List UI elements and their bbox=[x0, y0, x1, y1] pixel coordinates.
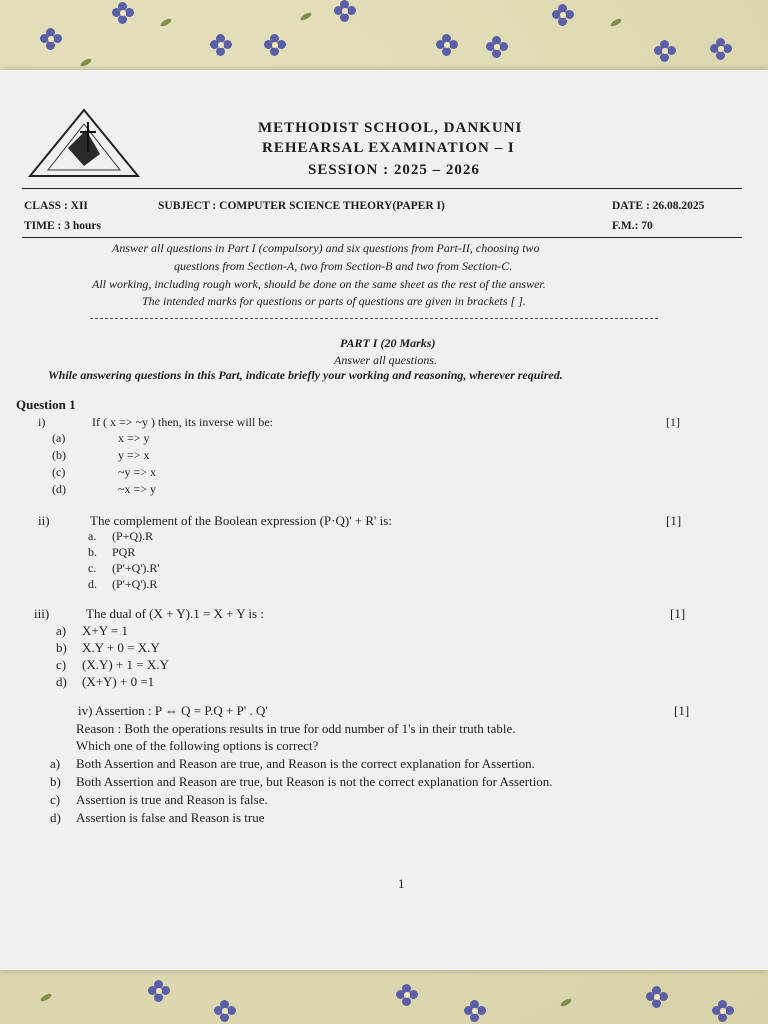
q4-option-text: Assertion is false and Reason is true bbox=[76, 810, 265, 825]
q3-option-label: d) bbox=[56, 674, 67, 689]
q3-option-text: (X+Y) + 0 =1 bbox=[82, 674, 155, 689]
q1-option-label: (a) bbox=[52, 431, 66, 445]
flower-decoration bbox=[148, 980, 170, 1002]
q4-option-label: a) bbox=[50, 756, 61, 771]
full-marks-label: F.M.: 70 bbox=[612, 220, 653, 232]
q4-option-label: c) bbox=[50, 792, 61, 807]
q3-option-text: (X.Y) + 1 = X.Y bbox=[82, 657, 169, 672]
q1-option-label: (c) bbox=[52, 465, 66, 479]
q3-marks: [1] bbox=[670, 606, 686, 621]
header-divider bbox=[22, 188, 742, 189]
q3-option-label: c) bbox=[56, 657, 67, 672]
leaf-decoration bbox=[80, 57, 93, 67]
q4-prompt: Which one of the following options is correct? bbox=[76, 738, 319, 753]
flower-decoration bbox=[646, 986, 668, 1008]
flower-decoration bbox=[486, 36, 508, 58]
flower-decoration bbox=[112, 2, 134, 24]
q4-marks: [1] bbox=[674, 703, 690, 718]
flower-decoration bbox=[712, 1000, 734, 1022]
q1-option-text: y => x bbox=[118, 448, 150, 462]
q3-option-text: X+Y = 1 bbox=[82, 623, 128, 638]
q1-option-text: x => y bbox=[118, 431, 150, 445]
part-note: While answering questions in this Part, indicate briefly your working and reasoning, wherever required. bbox=[48, 368, 563, 382]
q1-number: i) bbox=[38, 415, 46, 429]
meta-divider bbox=[22, 237, 742, 238]
flower-decoration bbox=[552, 4, 574, 26]
school-logo bbox=[28, 108, 140, 178]
flower-decoration bbox=[210, 34, 232, 56]
flower-decoration bbox=[396, 984, 418, 1006]
q2-text: The complement of the Boolean expression (P·Q)' + R' is: bbox=[90, 513, 392, 528]
q4-reason: Reason : Both the operations results in true for odd number of 1's in their truth table. bbox=[76, 721, 516, 736]
q2-marks: [1] bbox=[666, 513, 682, 528]
q2-option-label: d. bbox=[88, 577, 97, 591]
part-subtitle: Answer all questions. bbox=[334, 353, 438, 367]
part-title: PART I (20 Marks) bbox=[340, 336, 436, 350]
flower-decoration bbox=[40, 28, 62, 50]
q1-option-label: (b) bbox=[52, 448, 66, 462]
q1-text: If ( x => ~y ) then, its inverse will be: bbox=[92, 415, 273, 429]
q1-option-text: ~y => x bbox=[118, 465, 157, 479]
instruction-line-1: Answer all questions in Part I (compulsory) and six questions from Part-II, choosing two bbox=[112, 241, 540, 255]
q1-option-text: ~x => y bbox=[118, 482, 157, 496]
q2-option-text: PQR bbox=[112, 545, 136, 559]
q3-number: iii) bbox=[34, 606, 50, 621]
flower-decoration bbox=[436, 34, 458, 56]
q2-option-label: b. bbox=[88, 545, 97, 559]
flower-decoration bbox=[334, 0, 356, 22]
leaf-decoration bbox=[560, 997, 573, 1007]
flower-decoration bbox=[464, 1000, 486, 1022]
subject-label: SUBJECT : COMPUTER SCIENCE THEORY(PAPER I) bbox=[158, 200, 445, 212]
q1-marks: [1] bbox=[666, 415, 680, 429]
q3-option-text: X.Y + 0 = X.Y bbox=[82, 640, 160, 655]
flower-decoration bbox=[710, 38, 732, 60]
class-label: CLASS : XII bbox=[24, 200, 88, 212]
question-title: Question 1 bbox=[16, 397, 76, 412]
q4-option-label: d) bbox=[50, 810, 61, 825]
exam-name: REHEARSAL EXAMINATION – I bbox=[262, 140, 515, 156]
q2-number: ii) bbox=[38, 513, 50, 528]
exam-paper bbox=[0, 70, 768, 970]
q3-text: The dual of (X + Y).1 = X + Y is : bbox=[86, 606, 264, 621]
q3-option-label: a) bbox=[56, 623, 67, 638]
leaf-decoration bbox=[160, 17, 173, 27]
q4-option-text: Both Assertion and Reason are true, but Reason is not the correct explanation for Assertion. bbox=[76, 774, 553, 789]
q4-option-text: Both Assertion and Reason are true, and Reason is the correct explanation for Assertion. bbox=[76, 756, 535, 771]
flower-decoration bbox=[264, 34, 286, 56]
flower-decoration bbox=[654, 40, 676, 62]
school-name: METHODIST SCHOOL, DANKUNI bbox=[258, 120, 523, 136]
instruction-line-3: All working, including rough work, should be done on the same sheet as the rest of the answer. bbox=[92, 277, 546, 291]
instruction-line-2: questions from Section-A, two from Section-B and two from Section-C. bbox=[174, 259, 513, 273]
q2-option-text: (P'+Q').R bbox=[112, 577, 158, 591]
q1-option-label: (d) bbox=[52, 482, 66, 496]
q2-option-text: (P+Q).R bbox=[112, 529, 154, 543]
session: SESSION : 2025 – 2026 bbox=[308, 162, 480, 178]
leaf-decoration bbox=[40, 992, 53, 1002]
q2-option-label: a. bbox=[88, 529, 97, 543]
leaf-decoration bbox=[610, 17, 623, 27]
flower-decoration bbox=[214, 1000, 236, 1022]
q4-option-text: Assertion is true and Reason is false. bbox=[76, 792, 268, 807]
leaf-decoration bbox=[300, 11, 313, 21]
q2-option-text: (P'+Q').R' bbox=[112, 561, 160, 575]
page-number: 1 bbox=[398, 876, 405, 891]
time-label: TIME : 3 hours bbox=[24, 220, 101, 232]
q4-assertion: iv) Assertion : P ⇔ Q = P.Q + P' . Q' bbox=[78, 703, 268, 718]
q3-option-label: b) bbox=[56, 640, 67, 655]
instruction-line-4: The intended marks for questions or parts of questions are given in brackets [ ]. bbox=[142, 294, 526, 308]
q2-option-label: c. bbox=[88, 561, 97, 575]
date-label: DATE : 26.08.2025 bbox=[612, 200, 705, 212]
q4-option-label: b) bbox=[50, 774, 61, 789]
dashed-separator bbox=[90, 318, 658, 319]
